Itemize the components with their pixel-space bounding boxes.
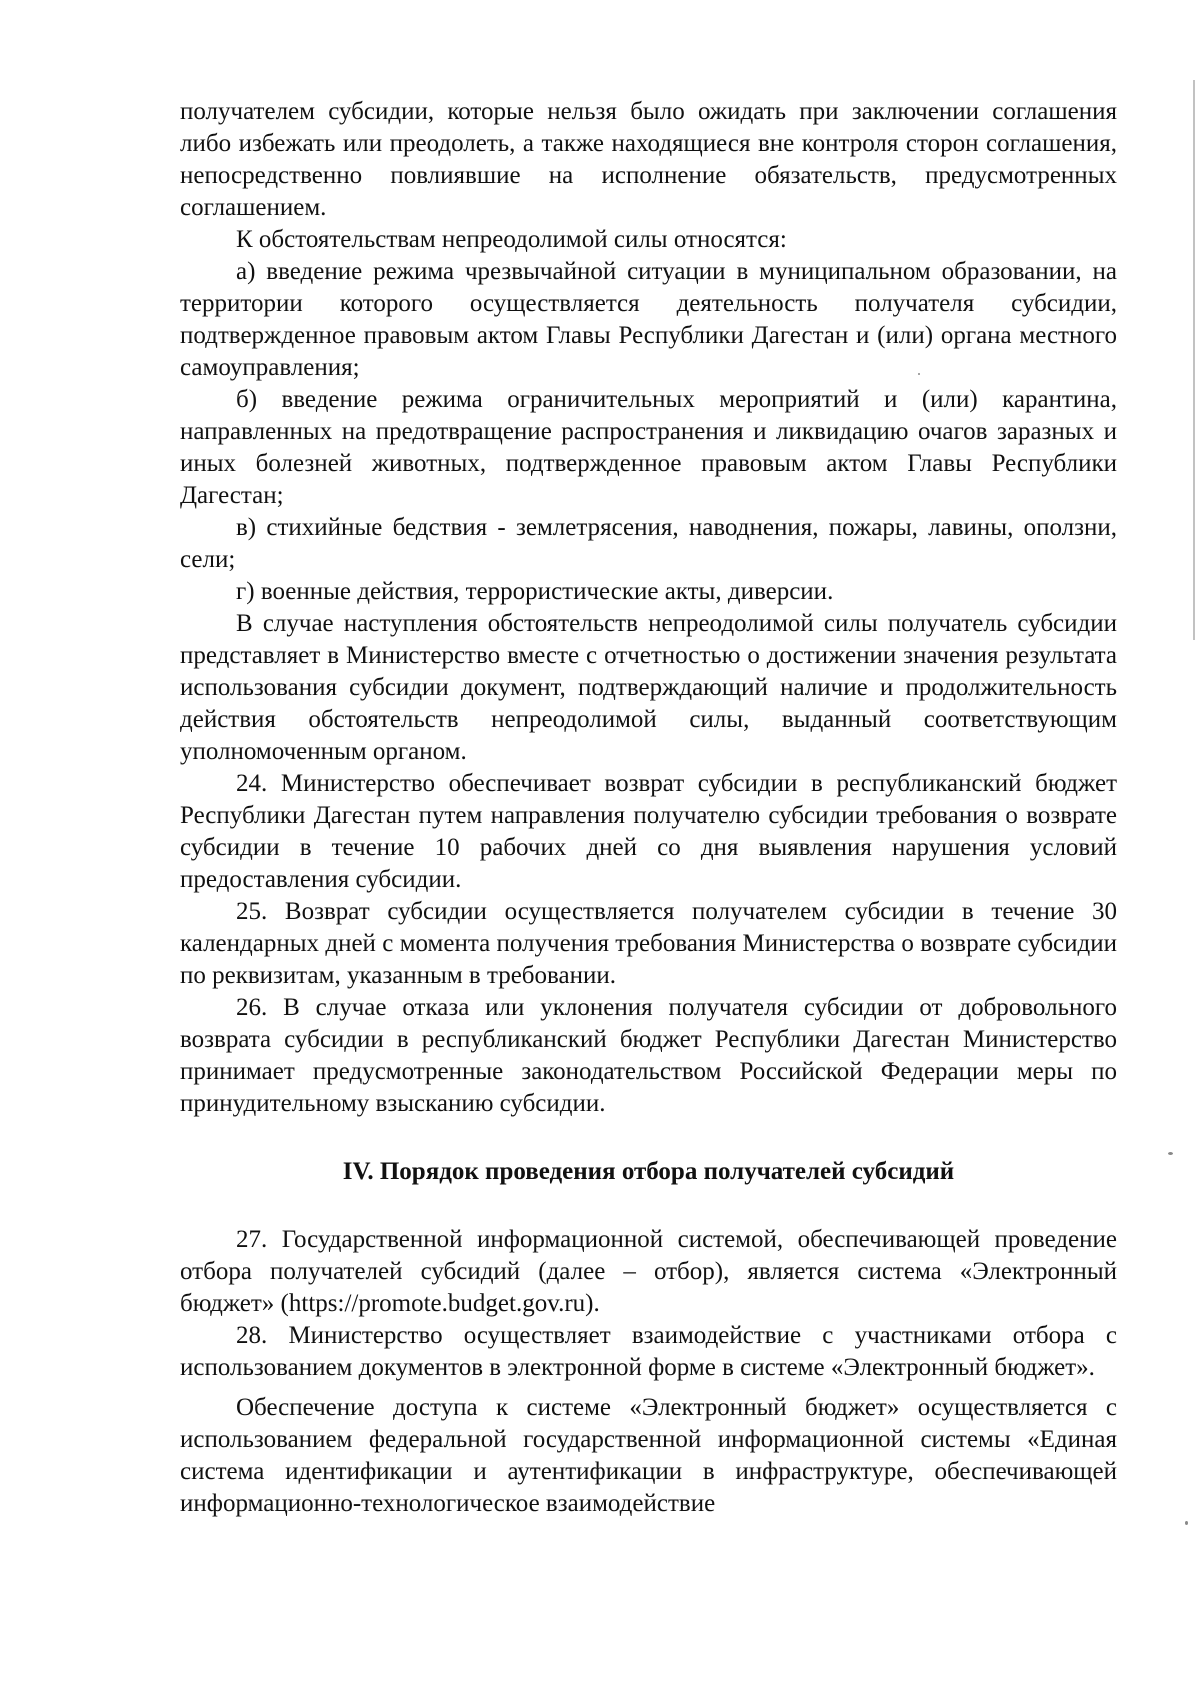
paragraph-26: 26. В случае отказа или уклонения получателя субсидии от добровольного возврата субсидии в республиканский бюджет Республики Дагестан Министерство принимает предусмотренные законодательством Российской Федерации меры по принудительному взысканию субсидии.: [180, 994, 1117, 1117]
scan-speck: [1185, 1521, 1188, 1525]
document-body: [180, 96, 1117, 1520]
section-heading: IV. Порядок проведения отбора получателей субсидий: [342, 1158, 955, 1185]
paragraph-continuation: получателем субсидии, которые нельзя было ожидать при заключении соглашения либо избежать или преодолеть, а также находящиеся вне контроля сторон соглашения, непосредственно повлиявшие на исполнение обязательств, предусмотренных соглашением.: [180, 98, 1117, 221]
paragraph-access: Обеспечение доступа к системе «Электронный бюджет» осуществляется с использованием федеральной государственной информационной системы «Единая система идентификации и аутентификации в инфраструктуре, обеспечивающей информационно-технологическое взаимодействие: [180, 1394, 1117, 1517]
list-item-g: г) военные действия, террористические акты, диверсии.: [236, 578, 834, 605]
list-item-v: в) стихийные бедствия - землетрясения, наводнения, пожары, лавины, оползни, сели;: [180, 514, 1117, 573]
paragraph-force-majeure-documents: В случае наступления обстоятельств непреодолимой силы получатель субсидии представляет в Министерство вместе с отчетностью о достижении значения результата использования субсидии документ, подтверждающий наличие и продолжительность действия обстоятельств непреодолимой силы, выданный соответствующим уполномоченным органом.: [180, 610, 1117, 765]
scan-speck: [1168, 1152, 1173, 1155]
paragraph-27: 27. Государственной информационной системой, обеспечивающей проведение отбора получателей субсидий (далее – отбор), является система «Электронный бюджет» (https://promote.budget.gov.ru).: [180, 1226, 1117, 1317]
paragraph-28: 28. Министерство осуществляет взаимодействие с участниками отбора с использованием документов в электронной форме в системе «Электронный бюджет».: [180, 1322, 1117, 1381]
paragraph-force-majeure-intro: К обстоятельствам непреодолимой силы относятся:: [236, 226, 787, 253]
paragraph-25: 25. Возврат субсидии осуществляется получателем субсидии в течение 30 календарных дней с момента получения требования Министерства о возврате субсидии по реквизитам, указанным в требовании.: [180, 898, 1117, 989]
list-item-b: б) введение режима ограничительных мероприятий и (или) карантина, направленных на предотвращение распространения и ликвидацию очагов заразных и иных болезней животных, подтвержденное правовым актом Главы Республики Дагестан;: [180, 386, 1117, 509]
scan-edge-mark: [1193, 80, 1195, 640]
paragraph-24: 24. Министерство обеспечивает возврат субсидии в республиканский бюджет Республики Дагестан путем направления получателю субсидии требования о возврате субсидии в течение 10 рабочих дней со дня выявления нарушения условий предоставления субсидии.: [180, 770, 1117, 893]
list-item-a: а) введение режима чрезвычайной ситуации в муниципальном образовании, на территории которого осуществляется деятельность получателя субсидии, подтвержденное правовым актом Главы Республики Дагестан и (или) органа местного самоуправления;: [180, 258, 1117, 381]
